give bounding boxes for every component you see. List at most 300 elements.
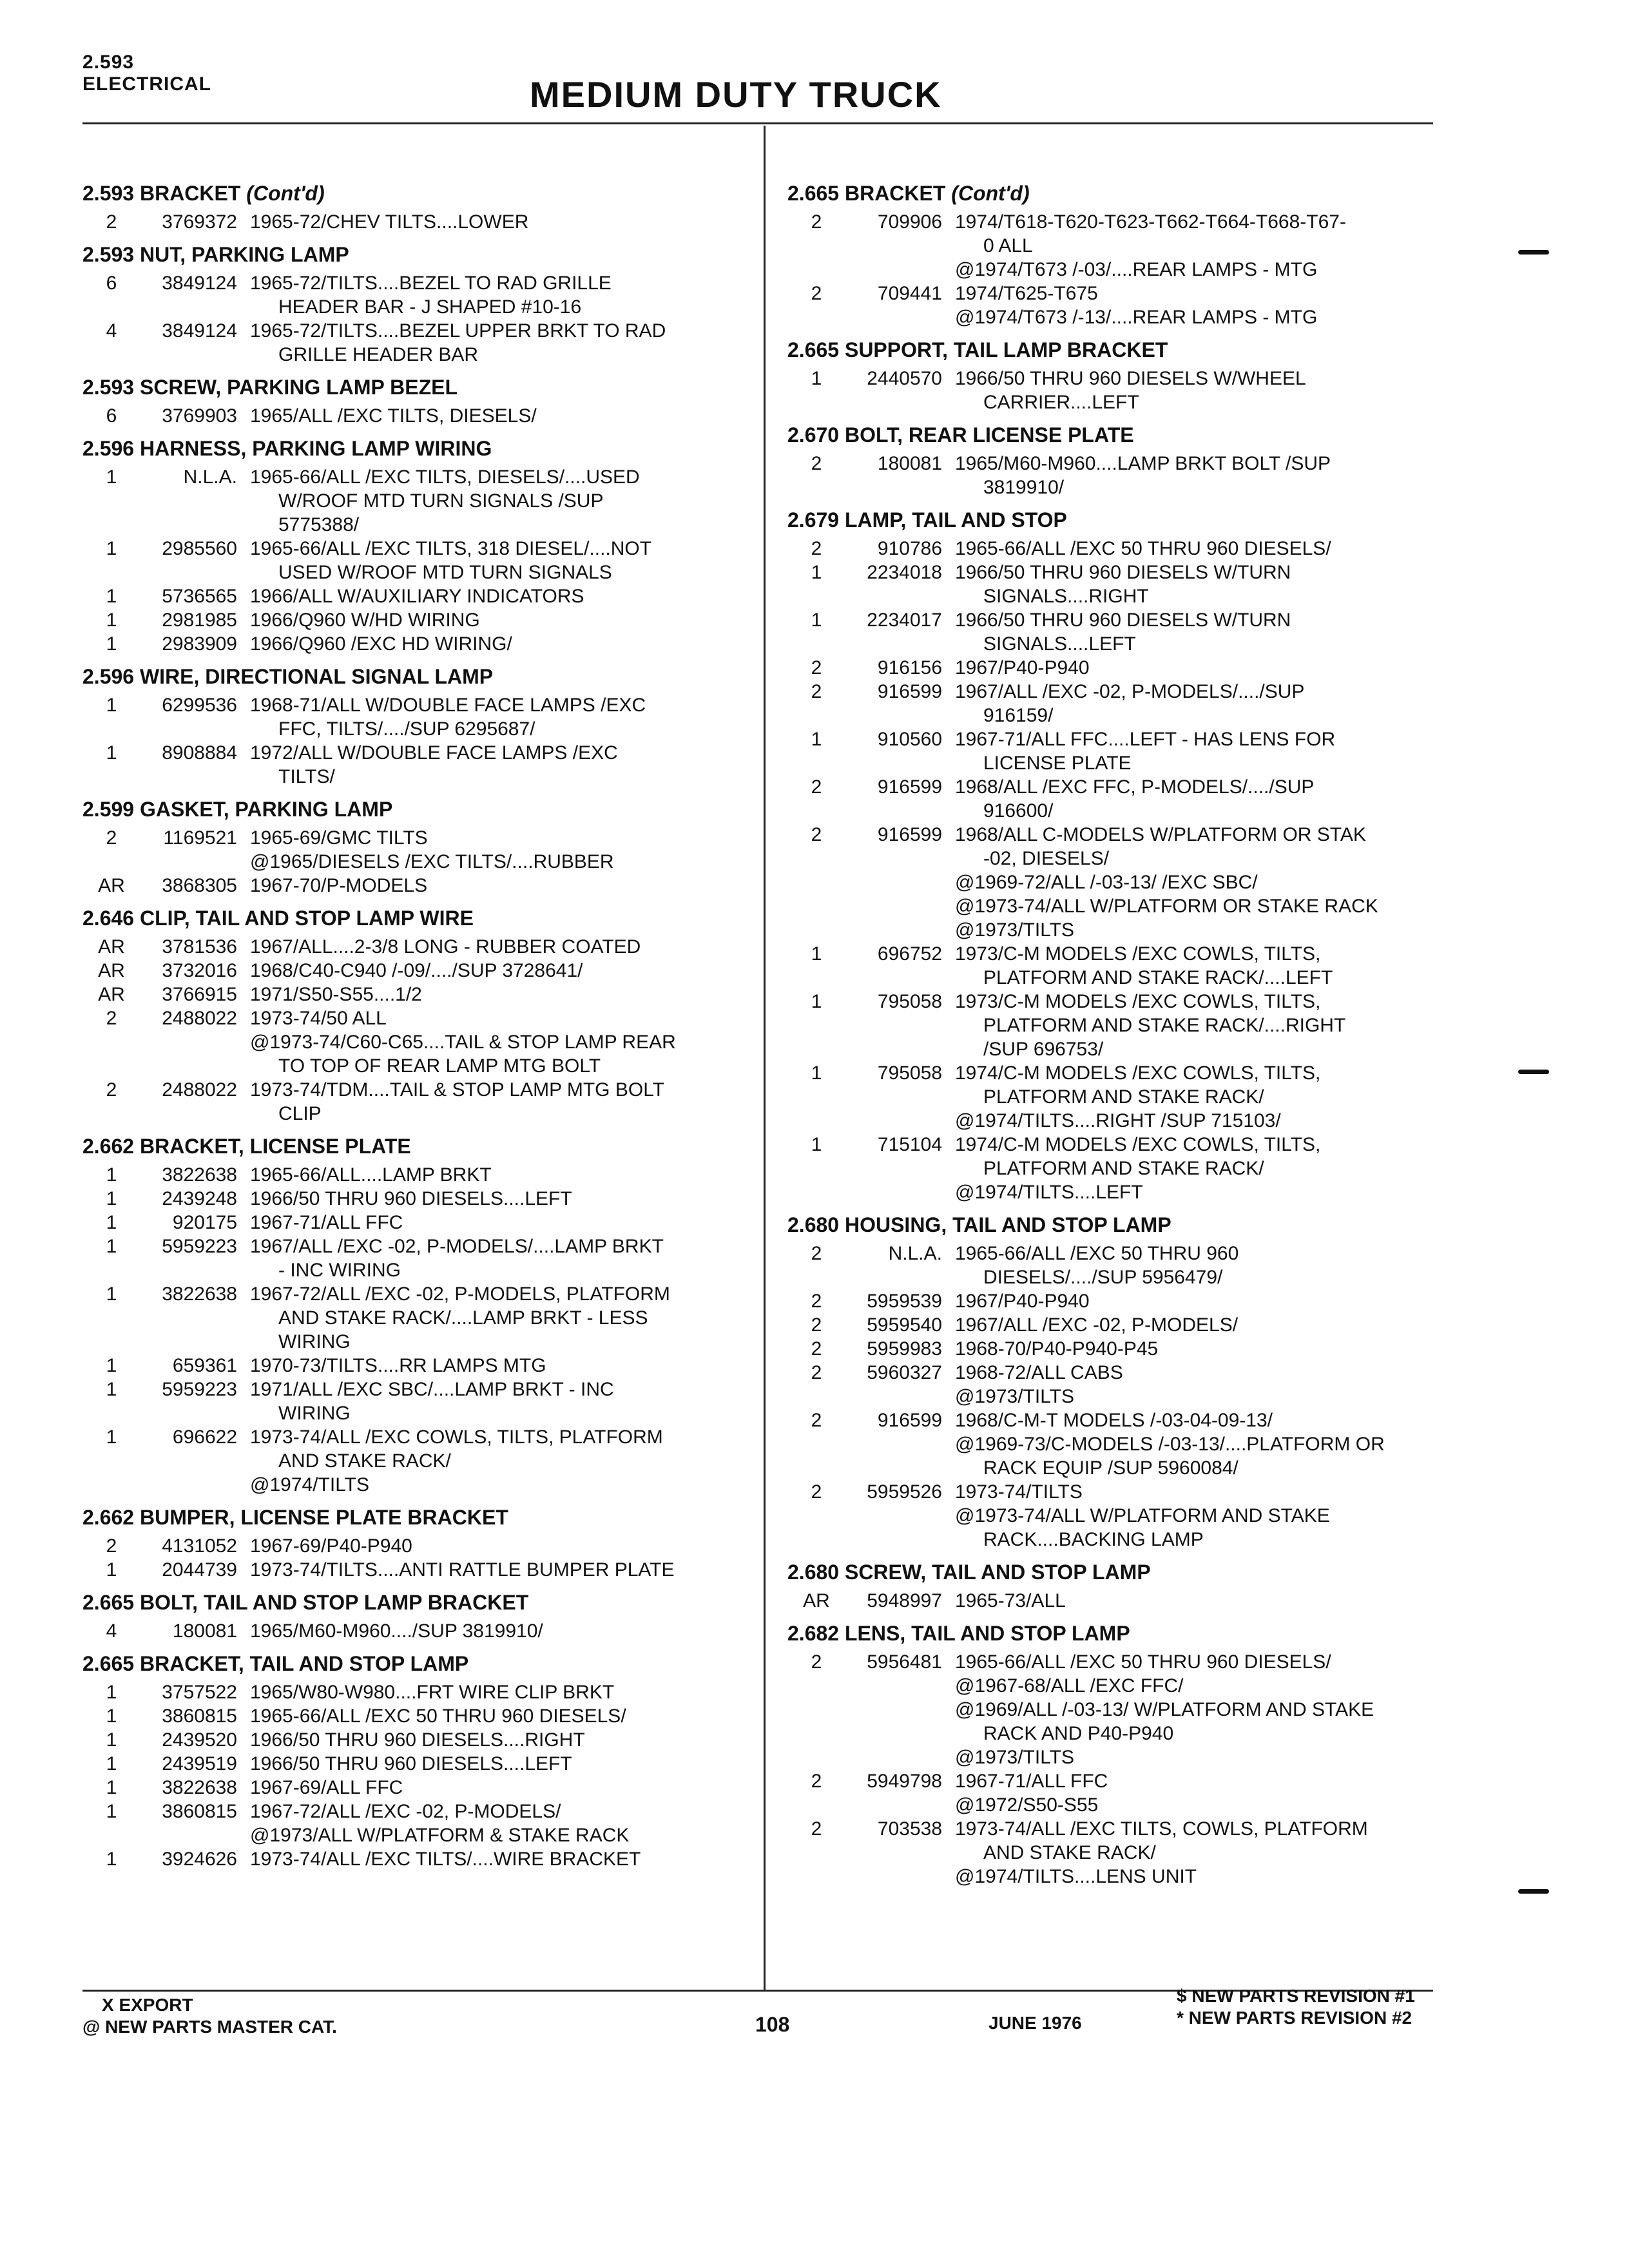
description-line: PLATFORM AND STAKE RACK/....RIGHT [983, 1015, 1346, 1036]
part-quantity: 2 [811, 538, 822, 559]
part-quantity: 2 [106, 827, 117, 849]
part-quantity: 1 [106, 1164, 117, 1186]
section-heading [82, 243, 753, 267]
column-divider [764, 126, 766, 1990]
section-heading-text: 2.680 HOUSING, TAIL AND STOP LAMP [787, 1213, 1171, 1236]
description-line: 1974/T625-T675 [955, 283, 1098, 304]
description-line: 1966/50 THRU 960 DIESELS....LEFT [250, 1753, 572, 1774]
part-number: 3766915 [162, 984, 237, 1005]
part-description [250, 210, 753, 234]
description-line: DIESELS/..../SUP 5956479/ [983, 1267, 1223, 1288]
part-row [82, 1187, 753, 1211]
part-row [787, 1061, 1458, 1133]
description-line: 916159/ [983, 705, 1054, 726]
part-quantity: 1 [106, 538, 117, 559]
part-description [955, 608, 1458, 656]
part-description [250, 1282, 753, 1354]
part-number: 3924626 [162, 1849, 237, 1870]
description-line: 1968/ALL /EXC FFC, P-MODELS/..../SUP [955, 776, 1315, 798]
description-line: 916600/ [983, 800, 1054, 822]
part-quantity: 1 [811, 1134, 822, 1155]
part-description [250, 1006, 753, 1078]
part-quantity: 1 [106, 610, 117, 631]
description-line: 1965-66/ALL....LAMP BRKT [250, 1164, 492, 1186]
part-description [250, 1558, 753, 1582]
part-description [250, 1704, 753, 1728]
part-description [955, 1289, 1458, 1313]
part-description [250, 1619, 753, 1643]
part-quantity: 4 [106, 1620, 117, 1642]
part-number: 2439520 [162, 1729, 237, 1751]
part-quantity: 1 [106, 1427, 117, 1448]
part-row [82, 632, 753, 656]
part-row [82, 693, 753, 741]
part-number: 5959223 [162, 1379, 237, 1400]
part-description [250, 584, 753, 608]
part-row [787, 1817, 1458, 1888]
description-line: 1965-72/TILTS....BEZEL TO RAD GRILLE [250, 273, 612, 294]
part-number: 3822638 [162, 1777, 237, 1798]
description-line: 1966/50 THRU 960 DIESELS W/TURN [955, 562, 1291, 583]
part-row [82, 1847, 753, 1871]
part-description [250, 1800, 753, 1847]
part-row [787, 1313, 1458, 1337]
part-quantity: 2 [811, 681, 822, 702]
description-line: @1973/TILTS [955, 919, 1074, 941]
part-quantity: 1 [106, 1355, 117, 1376]
part-quantity: 1 [811, 1062, 822, 1084]
description-line: 1965/M60-M960..../SUP 3819910/ [250, 1620, 543, 1642]
part-number: 696622 [172, 1427, 237, 1448]
description-line: 1972/ALL W/DOUBLE FACE LAMPS /EXC [250, 742, 618, 764]
part-description [250, 1163, 753, 1187]
part-description [250, 465, 753, 537]
part-number: 5959983 [867, 1338, 942, 1360]
part-row [787, 680, 1458, 727]
part-description [250, 537, 753, 584]
part-description [250, 983, 753, 1006]
part-number: 3822638 [162, 1164, 237, 1186]
part-description [955, 1313, 1458, 1337]
section-heading [82, 1135, 753, 1158]
description-line: 1965-66/ALL /EXC 50 THRU 960 DIESELS/ [250, 1706, 626, 1727]
description-line: 1970-73/TILTS....RR LAMPS MTG [250, 1355, 546, 1376]
part-quantity: 2 [106, 211, 117, 233]
description-line: 1965-66/ALL /EXC TILTS, 318 DIESEL/....NOT [250, 538, 652, 559]
part-description [955, 1769, 1458, 1817]
section-heading [82, 798, 753, 822]
part-description [955, 1361, 1458, 1408]
section-heading-text: 2.593 BRACKET [82, 182, 241, 205]
part-quantity: 2 [811, 1314, 822, 1336]
description-line: 1973-74/ALL /EXC TILTS/....WIRE BRACKET [250, 1849, 641, 1870]
part-row [787, 1769, 1458, 1817]
part-number: 715104 [877, 1134, 942, 1155]
part-description [955, 1650, 1458, 1769]
part-number: 180081 [172, 1620, 237, 1642]
part-quantity: 1 [106, 1777, 117, 1798]
part-description [250, 1235, 753, 1282]
description-line: 1968/ALL C-MODELS W/PLATFORM OR STAK [955, 824, 1366, 845]
part-number: 916599 [877, 776, 942, 798]
part-quantity: 1 [106, 1706, 117, 1727]
part-number: 5959539 [867, 1291, 942, 1312]
part-number: 3769372 [162, 211, 237, 233]
part-description [955, 367, 1458, 414]
description-line: 5775388/ [278, 514, 360, 535]
part-number: 2439519 [162, 1753, 237, 1774]
part-quantity: AR [98, 960, 125, 981]
description-line: SIGNALS....RIGHT [983, 586, 1149, 607]
description-line: @1973/ALL W/PLATFORM & STAKE RACK [250, 1825, 630, 1846]
description-line: @1973/TILTS [955, 1386, 1074, 1407]
description-line: @1973-74/ALL W/PLATFORM OR STAKE RACK [955, 896, 1378, 917]
part-description [955, 1061, 1458, 1133]
part-row [82, 1558, 753, 1582]
part-row [787, 1650, 1458, 1769]
description-line: 1967/ALL /EXC -02, P-MODELS/..../SUP [955, 681, 1305, 702]
description-line: 1967-70/P-MODELS [250, 875, 428, 896]
part-row [787, 1133, 1458, 1204]
part-row [787, 727, 1458, 775]
part-quantity: 1 [811, 610, 822, 631]
part-description [955, 1589, 1458, 1613]
part-quantity: 2 [811, 1243, 822, 1264]
part-quantity: 2 [106, 1535, 117, 1557]
part-number: 3849124 [162, 320, 237, 341]
description-line: 1967/ALL....2-3/8 LONG - RUBBER COATED [250, 936, 641, 957]
part-description [955, 1242, 1458, 1289]
part-number: 2488022 [162, 1079, 237, 1100]
part-quantity: AR [803, 1590, 830, 1611]
part-description [955, 823, 1458, 942]
revision-margin-mark [1518, 250, 1549, 255]
section-heading [82, 182, 753, 206]
part-number: 5736565 [162, 586, 237, 607]
left-column [82, 173, 753, 1871]
part-number: 3732016 [162, 960, 237, 981]
part-row [82, 874, 753, 898]
description-line: 1967/ALL /EXC -02, P-MODELS/....LAMP BRKT [250, 1236, 664, 1257]
part-description [250, 1752, 753, 1776]
part-quantity: 1 [106, 742, 117, 764]
part-number: 5959540 [867, 1314, 942, 1336]
description-line: W/ROOF MTD TURN SIGNALS /SUP [278, 490, 604, 512]
description-line: @1974/TILTS....LENS UNIT [955, 1866, 1197, 1887]
part-number: 3822638 [162, 1283, 237, 1305]
description-line: @1974/T673 /-03/....REAR LAMPS - MTG [955, 259, 1318, 280]
section-heading [787, 423, 1458, 447]
part-number: 910786 [877, 538, 942, 559]
description-line: 1968/C40-C940 /-09/..../SUP 3728641/ [250, 960, 583, 981]
part-number: 3860815 [162, 1801, 237, 1822]
description-line: PLATFORM AND STAKE RACK/ [983, 1086, 1264, 1108]
part-row [82, 1680, 753, 1704]
description-line: -02, DIESELS/ [983, 848, 1110, 869]
part-row [82, 1534, 753, 1558]
section-heading [787, 508, 1458, 532]
description-line: 1973/C-M MODELS /EXC COWLS, TILTS, [955, 943, 1321, 965]
part-description [250, 1728, 753, 1752]
part-description [955, 656, 1458, 680]
part-quantity: 1 [811, 991, 822, 1012]
section-heading [82, 665, 753, 689]
part-number: 2044739 [162, 1559, 237, 1581]
part-quantity: 2 [811, 1362, 822, 1383]
part-row [82, 1378, 753, 1425]
part-quantity: 2 [811, 211, 822, 233]
description-line: 1971/S50-S55....1/2 [250, 984, 422, 1005]
part-description [250, 693, 753, 741]
part-number: 4131052 [162, 1535, 237, 1557]
part-quantity: 1 [106, 1236, 117, 1257]
part-quantity: 1 [106, 466, 117, 488]
section-heading [787, 1622, 1458, 1646]
part-number: 696752 [877, 943, 942, 965]
part-number: 2439248 [162, 1188, 237, 1209]
description-line: 1965/M60-M960....LAMP BRKT BOLT /SUP [955, 453, 1331, 474]
part-row [787, 452, 1458, 499]
part-number: 2488022 [162, 1008, 237, 1029]
part-number: 2234017 [867, 610, 942, 631]
description-line: 1968-72/ALL CABS [955, 1362, 1123, 1383]
description-line: 1973-74/TDM....TAIL & STOP LAMP MTG BOLT [250, 1079, 664, 1100]
part-quantity: 1 [106, 1212, 117, 1233]
description-line: AND STAKE RACK/ [278, 1450, 451, 1472]
part-description [955, 942, 1458, 990]
description-line: 1974/T618-T620-T623-T662-T664-T668-T67- [955, 211, 1346, 233]
section-heading-text: 2.662 BUMPER, LICENSE PLATE BRACKET [82, 1506, 508, 1529]
section-heading-text: 2.665 BRACKET [787, 182, 946, 205]
part-number: 795058 [877, 1062, 942, 1084]
part-row [787, 942, 1458, 990]
description-line: USED W/ROOF MTD TURN SIGNALS [278, 562, 612, 583]
part-number: 916156 [877, 657, 942, 678]
part-row [787, 1408, 1458, 1480]
description-line: 1967-69/P40-P940 [250, 1535, 412, 1557]
description-line: - INC WIRING [278, 1260, 401, 1281]
section-heading [787, 338, 1458, 362]
part-row [82, 271, 753, 319]
part-row [787, 561, 1458, 608]
part-row [82, 319, 753, 367]
description-line: @1969-73/C-MODELS /-03-13/....PLATFORM OR [955, 1434, 1385, 1455]
description-line: RACK AND P40-P940 [983, 1723, 1174, 1744]
part-number: 5949798 [867, 1771, 942, 1792]
revision-margin-mark [1518, 1070, 1549, 1074]
section-code: 2.593 [82, 52, 135, 73]
description-line: 1966/50 THRU 960 DIESELS....LEFT [250, 1188, 572, 1209]
description-line: @1974/TILTS....LEFT [955, 1182, 1143, 1203]
part-quantity: 2 [811, 824, 822, 845]
description-line: 1967-72/ALL /EXC -02, P-MODELS, PLATFORM [250, 1283, 670, 1305]
part-row [787, 1337, 1458, 1361]
part-quantity: 2 [811, 1651, 822, 1673]
part-row [787, 210, 1458, 282]
footer-date: JUNE 1976 [988, 2013, 1082, 2033]
section-heading-suffix: (Cont'd) [246, 182, 325, 205]
description-line: 1973-74/ALL /EXC TILTS, COWLS, PLATFORM [955, 1818, 1368, 1840]
part-quantity: 1 [811, 729, 822, 750]
part-quantity: 2 [811, 1338, 822, 1360]
description-line: TO TOP OF REAR LAMP MTG BOLT [278, 1055, 601, 1077]
part-description [955, 561, 1458, 608]
section-heading-text: 2.665 BOLT, TAIL AND STOP LAMP BRACKET [82, 1591, 529, 1614]
part-quantity: 1 [106, 586, 117, 607]
description-line: 1966/50 THRU 960 DIESELS....RIGHT [250, 1729, 585, 1751]
part-description [250, 1776, 753, 1800]
section-heading [82, 1652, 753, 1676]
part-description [955, 1408, 1458, 1480]
part-row [82, 741, 753, 789]
part-number: 2440570 [867, 368, 942, 389]
description-line: @1969/ALL /-03-13/ W/PLATFORM AND STAKE [955, 1699, 1374, 1720]
part-row [82, 537, 753, 584]
part-row [82, 1425, 753, 1497]
description-line: 1965-69/GMC TILTS [250, 827, 428, 849]
description-line: 1967/ALL /EXC -02, P-MODELS/ [955, 1314, 1239, 1336]
part-description [955, 990, 1458, 1061]
description-line: 1968/C-M-T MODELS /-03-04-09-13/ [955, 1410, 1273, 1431]
part-quantity: 1 [106, 1753, 117, 1774]
footer-legend-export: X EXPORT [102, 1995, 193, 2015]
description-line: 1974/C-M MODELS /EXC COWLS, TILTS, [955, 1134, 1321, 1155]
part-quantity: AR [98, 875, 125, 896]
section-heading-text: 2.596 WIRE, DIRECTIONAL SIGNAL LAMP [82, 665, 494, 688]
section-heading [82, 1591, 753, 1615]
part-row [82, 959, 753, 983]
description-line: 1966/50 THRU 960 DIESELS W/TURN [955, 610, 1291, 631]
part-number: 5956481 [867, 1651, 942, 1673]
part-quantity: 1 [106, 1849, 117, 1870]
part-description [250, 1211, 753, 1235]
part-quantity: 1 [106, 1682, 117, 1703]
description-line: /SUP 696753/ [983, 1039, 1104, 1060]
right-column [787, 173, 1458, 1888]
description-line: WIRING [278, 1403, 351, 1424]
part-description [955, 1133, 1458, 1204]
part-quantity: 1 [106, 1801, 117, 1822]
description-line: @1973-74/C60-C65....TAIL & STOP LAMP REAR [250, 1032, 676, 1053]
description-line: @1965/DIESELS /EXC TILTS/....RUBBER [250, 851, 614, 872]
description-line: @1969-72/ALL /-03-13/ /EXC SBC/ [955, 872, 1258, 893]
section-heading [787, 1561, 1458, 1584]
footer-legend-revision-2: * NEW PARTS REVISION #2 [1177, 2008, 1412, 2028]
part-description [250, 1680, 753, 1704]
description-line: 1967-71/ALL FFC....LEFT - HAS LENS FOR [955, 729, 1336, 750]
description-line: SIGNALS....LEFT [983, 633, 1136, 655]
description-line: 1971/ALL /EXC SBC/....LAMP BRKT - INC [250, 1379, 614, 1400]
description-line: 1966/50 THRU 960 DIESELS W/WHEEL [955, 368, 1306, 389]
part-description [250, 1354, 753, 1378]
part-quantity: 1 [106, 695, 117, 716]
part-quantity: 1 [811, 943, 822, 965]
part-row [787, 823, 1458, 942]
part-number: 2234018 [867, 562, 942, 583]
part-quantity: 1 [811, 562, 822, 583]
part-quantity: 4 [106, 320, 117, 341]
part-quantity: AR [98, 936, 125, 957]
part-description [955, 537, 1458, 561]
description-line: 1967/P40-P940 [955, 657, 1090, 678]
part-number: 795058 [877, 991, 942, 1012]
part-quantity: 1 [811, 368, 822, 389]
section-heading-text: 2.593 SCREW, PARKING LAMP BEZEL [82, 376, 458, 399]
part-row [82, 1728, 753, 1752]
part-number: 2981985 [162, 610, 237, 631]
part-quantity: 2 [811, 1291, 822, 1312]
description-line: LICENSE PLATE [983, 753, 1132, 774]
part-row [82, 826, 753, 874]
description-line: 3819910/ [983, 477, 1065, 498]
section-heading [82, 376, 753, 399]
description-line: 1967/P40-P940 [955, 1291, 1090, 1312]
section-heading [82, 907, 753, 930]
part-row [82, 608, 753, 632]
description-line: 1966/ALL W/AUXILIARY INDICATORS [250, 586, 584, 607]
description-line: 1965-66/ALL /EXC 50 THRU 960 DIESELS/ [955, 1651, 1331, 1673]
part-row [82, 465, 753, 537]
footer-legend-revision-1: $ NEW PARTS REVISION #1 [1177, 1986, 1415, 2006]
description-line: 1973-74/TILTS [955, 1481, 1083, 1503]
description-line: 1968-71/ALL W/DOUBLE FACE LAMPS /EXC [250, 695, 646, 716]
part-row [82, 1776, 753, 1800]
description-line: 1966/Q960 W/HD WIRING [250, 610, 480, 631]
revision-margin-mark [1518, 1889, 1549, 1894]
part-row [82, 935, 753, 959]
part-description [250, 319, 753, 367]
part-quantity: 2 [811, 1410, 822, 1431]
description-line: RACK EQUIP /SUP 5960084/ [983, 1457, 1239, 1479]
part-quantity: 2 [811, 1481, 822, 1503]
part-description [250, 1847, 753, 1871]
description-line: 1967-71/ALL FFC [250, 1212, 403, 1233]
part-description [955, 452, 1458, 499]
part-quantity: 1 [106, 1283, 117, 1305]
description-line: TILTS/ [278, 766, 335, 787]
section-heading [82, 437, 753, 461]
description-line: 1965-73/ALL [955, 1590, 1066, 1611]
section-heading-text: 2.596 HARNESS, PARKING LAMP WIRING [82, 437, 492, 460]
part-row [787, 1589, 1458, 1613]
description-line: RACK....BACKING LAMP [983, 1529, 1204, 1550]
part-row [82, 1006, 753, 1078]
part-description [250, 608, 753, 632]
description-line: 1965-66/ALL /EXC 50 THRU 960 [955, 1243, 1239, 1264]
part-description [250, 1378, 753, 1425]
description-line: CARRIER....LEFT [983, 392, 1139, 413]
part-quantity: 2 [811, 776, 822, 798]
part-row [787, 1361, 1458, 1408]
part-row [82, 404, 753, 428]
description-line: HEADER BAR - J SHAPED #10-16 [278, 296, 582, 318]
part-row [82, 1163, 753, 1187]
part-description [955, 282, 1458, 329]
part-row [82, 1752, 753, 1776]
description-line: 0 ALL [983, 235, 1033, 256]
part-description [955, 1337, 1458, 1361]
part-description [955, 727, 1458, 775]
part-row [82, 1704, 753, 1728]
section-name: ELECTRICAL [82, 73, 211, 95]
description-line: FFC, TILTS/..../SUP 6295687/ [278, 718, 535, 740]
part-number: 5960327 [867, 1362, 942, 1383]
description-line: 1968-70/P40-P940-P45 [955, 1338, 1159, 1360]
section-heading-text: 2.646 CLIP, TAIL AND STOP LAMP WIRE [82, 907, 474, 930]
part-number: 3860815 [162, 1706, 237, 1727]
part-description [955, 1480, 1458, 1552]
part-quantity: 1 [106, 1188, 117, 1209]
